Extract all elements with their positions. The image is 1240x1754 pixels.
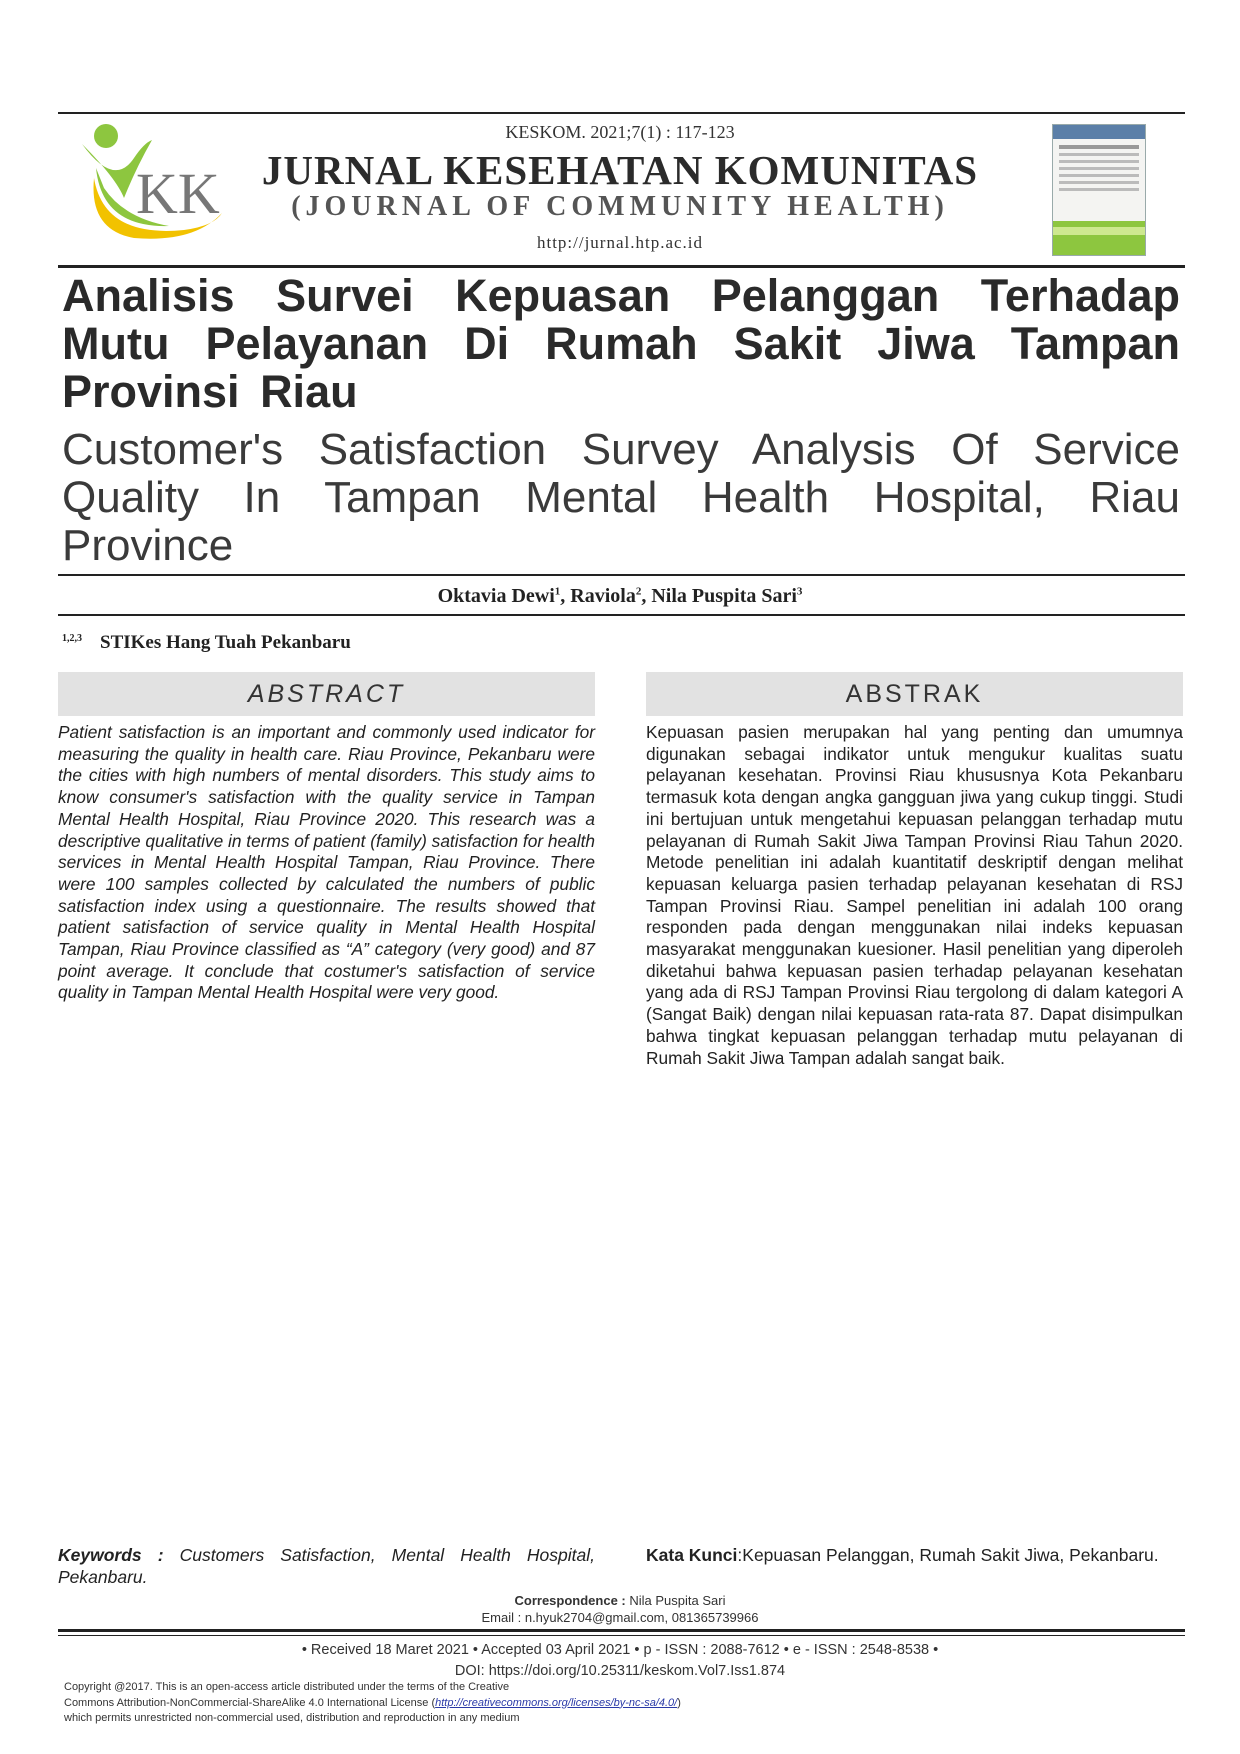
author-name: Raviola [570, 585, 636, 607]
footer-rule-bottom [58, 1635, 1185, 1636]
abstract-english-text: Patient satisfaction is an important and commonly used indicator for measuring the quality in health care. Riau Province, Pekanbaru were the cities with high numbers of mental disorders. This study aims to know consumer's satisfaction with the quality service in Tampan Mental Health Hospital, Riau Province 2020. This research was a descriptive qualitative in terms of patient (family) satisfaction for health services in Mental Health Hospital Tampan, Riau Province. There were 100 samples collected by calculated the numbers of public satisfaction index using a questionnaire. The results showed that patient satisfaction of service quality in Mental Health Hospital Tampan, Riau Province classified as “A” category (very good) and 87 point average. It conclude that costumer's satisfaction of service quality in Tampan Mental Health Hospital were very good. [58, 722, 595, 1003]
publication-info [0, 1640, 1240, 1682]
copyright-line-1: Copyright @2017. This is an open-access article distributed under the terms of the Creative [64, 1681, 510, 1693]
keywords-english [58, 1545, 595, 1588]
author-list: Oktavia Dewi$^1$, Raviola$^2$, Nila Puspita Sari$^3$ [437, 585, 803, 607]
abstract-heading: ABSTRACT [58, 672, 595, 716]
author-name: Nila Puspita Sari [651, 585, 797, 607]
author-rule [58, 614, 1185, 616]
abstrak-heading: ABSTRAK [646, 672, 1183, 716]
kata-kunci-label: Kata Kunci [646, 1545, 738, 1565]
correspondence-email: Email : n.hyuk2704@gmail.com, 081365739966 [481, 1610, 759, 1625]
journal-citation: KESKOM. 2021;7(1) : 117-123 [505, 122, 735, 142]
keywords-value: Customers Satisfaction, Mental Health Hospital, Pekanbaru. [58, 1545, 595, 1587]
kata-kunci-value: :Kepuasan Pelanggan, Rumah Sakit Jiwa, Pekanbaru. [737, 1545, 1159, 1565]
header-rule [58, 265, 1185, 268]
article-title-english: Customer's Satisfaction Survey Analysis Of Service Quality In Tampan Mental Health Hospital, Riau Province [62, 425, 1180, 570]
author-sup: 2 [635, 585, 642, 598]
title-rule [58, 574, 1185, 576]
copyright-notice [64, 1680, 681, 1727]
journal-subtitle: (JOURNAL OF COMMUNITY HEALTH) [291, 191, 949, 222]
doi-line[interactable]: DOI: https://doi.org/10.25311/keskom.Vol7.Iss1.874 [454, 1663, 786, 1679]
keywords-indonesian [646, 1545, 1183, 1567]
license-link[interactable]: http://creativecommons.org/licenses/by-nc-sa/4.0/ [435, 1696, 678, 1709]
author-sup: 3 [796, 585, 803, 598]
author-sup: 1 [554, 585, 561, 598]
affiliation-sup: 1,2,3 [62, 632, 82, 644]
journal-title: JURNAL KESEHATAN KOMUNITAS [261, 147, 979, 193]
journal-url[interactable]: http://jurnal.htp.ac.id [536, 233, 704, 252]
correspondence-block [0, 1592, 1240, 1626]
abstract-indonesian-text: Kepuasan pasien merupakan hal yang penting dan umumnya digunakan sebagai indikator untuk mengukur kualitas suatu pelayanan kesehatan. Provinsi Riau khususnya Kota Pekanbaru termasuk kota dengan angka gangguan jiwa yang cukup tinggi. Studi ini bertujuan untuk mengetahui kepuasan pelanggan terhadap mutu pelayanan di Rumah Sakit Jiwa Tampan Provinsi Riau Tahun 2020. Metode penelitian ini adalah kuantitatif deskriptif dengan melihat kepuasan keluarga pasien terhadap pelayanan kesehatan di RSJ Tampan Provinsi Riau. Sampel penelitian ini adalah 100 orang responden pada dengan menggunakan nilai indeks kepuasan masyarakat menggunakan kuesioner. Hasil penelitian yang diperoleh diketahui bahwa kepuasan pasien terhadap pelayanan kesehatan yang ada di RSJ Tampan Provinsi Riau tergolong di dalam kategori A (Sangat Baik) dengan nilai kepuasan rata-rata 87. Dapat disimpulkan bahwa tingkat kepuasan pelanggan terhadap mutu pelayanan di Rumah Sakit Jiwa Tampan adalah sangat baik. [646, 722, 1183, 1068]
author-name: Oktavia Dewi [437, 585, 555, 607]
footer-rule-top [58, 1629, 1185, 1632]
affiliation-name: STIKes Hang Tuah Pekanbaru [100, 632, 351, 653]
affiliation [62, 632, 351, 654]
top-rule [58, 112, 1185, 114]
logo-letters: KK [136, 161, 220, 226]
journal-cover-thumbnail [1052, 124, 1146, 256]
correspondence-name: Nila Puspita Sari [629, 1593, 726, 1608]
received-line: • Received 18 Maret 2021 • Accepted 03 April 2021 • p - ISSN : 2088-7612 • e - ISSN : 2548-8538 • [301, 1642, 939, 1658]
copyright-line-3: which permits unrestricted non-commercial used, distribution and reproduction in any medium [64, 1712, 520, 1724]
article-title-indonesian: Analisis Survei Kepuasan Pelanggan Terhadap Mutu Pelayanan Di Rumah Sakit Jiwa Tampan Provinsi Riau [62, 270, 1180, 417]
correspondence-label: Correspondence : [514, 1593, 626, 1608]
keywords-label: Keywords : [58, 1545, 164, 1565]
copyright-line-2: Commons Attribution-NonCommercial-ShareAlike 4.0 International License (http://creativecommons.org/licenses/by-nc-sa/4.0/) [64, 1696, 681, 1709]
